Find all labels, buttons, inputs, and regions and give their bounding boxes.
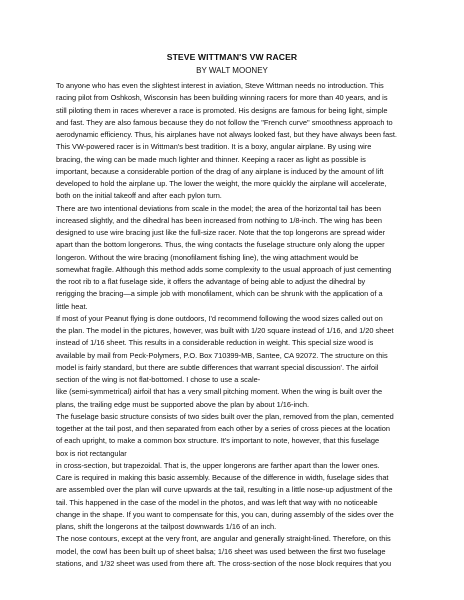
body-text-line: The fuselage basic structure consists of two sides built over the plan, removed from the plan, cemented (56, 411, 394, 421)
body-text-line: section of the wing is not flat-bottomed. I chose to use a scale- (56, 375, 261, 384)
article-byline: BY WALT MOONEY (196, 66, 268, 75)
body-text-line: tail. This happened in the case of the model in the photos, and was left that way with no noticeable (56, 497, 378, 507)
body-text-line: designed to use wire bracing just like the full-size racer. Note that the top longerons are spread wider (56, 228, 386, 237)
body-text-line: This VW-powered racer is in Wittman's best tradition. It is a boxy, angular airplane. By using wire (56, 142, 372, 152)
body-text-line: plans, shift the longerons at the tailpost downwards 1/16 of an inch. (56, 522, 277, 531)
body-text-line: in cross-section, but trapezoidal. That is, the upper longerons are farther apart than the lower ones. (56, 460, 380, 470)
body-text-line: There are two intentional deviations from scale in the model; the area of the horizontal tail has been (56, 203, 381, 213)
body-text-line: racing pilot from Oshkosh, Wisconsin has been building winning racers for more than 40 years, and is (56, 93, 388, 103)
body-text-line: plans, the trailing edge must be supported above the plan by about 1/16-inch. (56, 399, 310, 409)
body-text-line: together at the tail post, and then separated from each other by a series of cross pieces at the location (56, 424, 391, 433)
body-text-line: available by mail from Peck-Polymers, P.O. Box 710399-MB, Santee, CA 92072. The structure on this (56, 350, 388, 360)
body-text-line: still piloting them in races wherever a race is promoted. His designs are famous for being light, simple (56, 105, 388, 115)
body-text-line: instead of 1/16 sheet. This results in a considerable reduction in weight. This special size wood is (56, 338, 374, 348)
body-text-line: increased slightly, and the dihedral has been increased from nothing to 1/8-inch. The wing has been (56, 215, 382, 225)
body-text-line: of each upright, to make a common box structure. It's important to note, however, that this fuselage (56, 436, 380, 446)
body-text-line: both on the initial takeoff and after each pylon turn. (56, 191, 222, 201)
body-text-line: model, the cowl has been built up of sheet balsa; 1/16 sheet was used between the first two fuselage (56, 546, 386, 556)
body-text-line: the plan. The model in the pictures, however, was built with 1/20 square instead of 1/16, and 1/20 sheet (56, 326, 394, 335)
body-text-line: bracing, the wing can be made much lighter and thinner. Keeping a racer as light as possible is (56, 154, 366, 164)
body-text-line: model is fairly standard, but there are subtle differences that warrant special discussion'. The airfoil (56, 362, 379, 372)
body-text-line: developed to hold the airplane up. The lower the weight, the more quickly the airplane will accelerate, (56, 179, 387, 188)
body-text-line: apart than the bottom longerons. Thus, the wing contacts the fuselage structure only along the upper (56, 240, 385, 250)
article-body (56, 80, 422, 570)
article-title: STEVE WITTMAN'S VW RACER (166, 52, 298, 62)
body-text-line: The nose contours, except at the very front, are angular and generally straight-lined. Therefore, on this (56, 534, 391, 544)
body-text-line: little heat. (56, 301, 88, 311)
body-text-line: are assembled over the plan will curve upwards at the tail, resulting in a little nose-up adjustment of the (56, 485, 393, 495)
body-text-line: To anyone who has even the slightest interest in aviation, Steve Wittman needs no introduction. This (56, 81, 384, 90)
body-text-line: rerigging the bracing—a simple job with monofilament, which can be shrunk with the application of a (56, 289, 383, 299)
body-text-line: stations, and 1/32 sheet was used from there aft. The cross-section of the nose block requires that you (56, 558, 392, 568)
body-text-line: somewhat fragile. Although this method adds some complexity to the usual approach of just cementing (56, 264, 392, 274)
body-text-line: change in the shape. If you want to compensate for this, you can, during assembly of the sides over the (56, 509, 394, 519)
body-text-line: important, because a considerable portion of the drag of any airplane is induced by the amount of lift (56, 166, 384, 176)
body-text-line: the root rib to a flat fuselage side, it offers the advantage of being able to adjust the dihedral by (56, 277, 366, 286)
body-text-line: box is riot rectangular (56, 448, 127, 458)
body-text-line: Care is required in making this basic assembly. Because of the difference in width, fuselage sides that (56, 473, 389, 482)
body-text-line: If most of your Peanut flying is done outdoors, I'd recommend following the wood sizes called out on (56, 313, 383, 323)
body-text-line: and fast. They are also famous because they do not follow the "French curve" smoothness approach to (56, 117, 393, 127)
body-text-line: aerodynamic efficiency. Thus, his airplanes have not always looked fast, but they have always been fast. (56, 130, 397, 139)
body-text-line: like (semi-symmetrical) airfoil that has a very small pitching moment. When the wing is built over the (56, 387, 383, 397)
body-text-line: longeron. Without the wire bracing (monofilament fishing line), the wing attachment would be (56, 252, 359, 262)
